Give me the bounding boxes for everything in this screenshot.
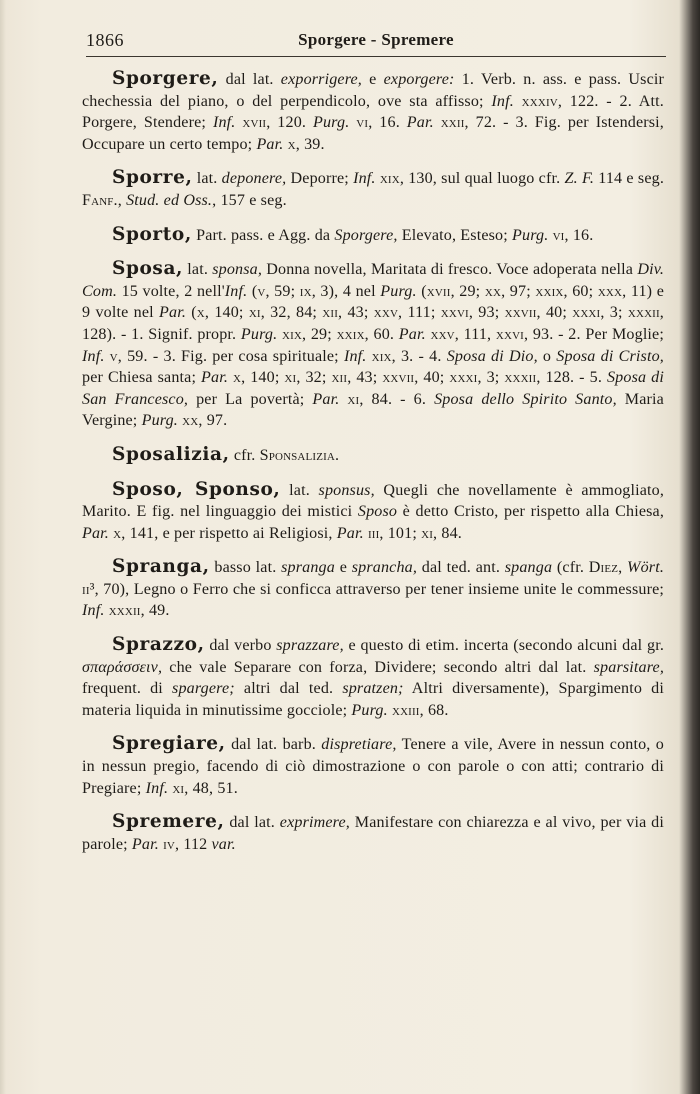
entry-spremere xyxy=(82,811,664,855)
small-caps-run: xx xyxy=(182,412,199,430)
italic-run: Par. xyxy=(131,835,159,853)
small-caps-run: v xyxy=(109,347,118,365)
dictionary-entries xyxy=(82,68,664,867)
entry-sprazzo xyxy=(82,634,664,721)
headword: Sposo, Sponso, xyxy=(112,478,281,500)
small-caps-run: xi xyxy=(248,304,261,322)
small-caps-run: xxv xyxy=(430,325,455,343)
entry-sporre xyxy=(82,167,664,211)
headword: Spregiare, xyxy=(112,733,226,755)
small-caps-run: xxxi xyxy=(572,304,601,322)
page-number: 1866 xyxy=(86,30,124,50)
italic-run: sprazzare, xyxy=(276,637,344,655)
headword: Sporgere, xyxy=(112,68,219,89)
italic-run: Wört. xyxy=(627,559,665,577)
italic-run: Inf. xyxy=(82,602,105,620)
small-caps-run: xxxii xyxy=(108,602,141,620)
italic-run: Sporgere, xyxy=(334,226,398,244)
small-caps-run: xx xyxy=(484,282,502,300)
italic-run: Par. xyxy=(312,390,340,408)
small-caps-run: xii xyxy=(322,304,339,322)
italic-run: Stud. ed Oss. xyxy=(126,191,213,209)
small-caps-run: iv xyxy=(163,835,175,853)
page-header xyxy=(86,28,666,57)
italic-run: spranga xyxy=(281,559,335,577)
headword: Sposa, xyxy=(112,258,184,280)
italic-run: Purg. xyxy=(380,282,417,300)
italic-run: Inf. xyxy=(353,170,376,188)
italic-run: Sposa di Dio, xyxy=(446,347,538,365)
small-caps-run: iii xyxy=(367,524,380,542)
entry-sposo xyxy=(82,479,664,545)
italic-run: Sposa di Cristo, xyxy=(556,347,664,365)
small-caps-run: xxiii xyxy=(391,701,420,719)
italic-run: exprimere, xyxy=(279,814,350,832)
italic-run: Purg. xyxy=(141,412,178,430)
small-caps-run: Sponsalizia xyxy=(259,446,335,464)
small-caps-run: x xyxy=(287,135,296,153)
entry-body: lat. sponsus, Quegli che novellamente è ammogliato, Marito. E fig. nel linguaggio dei mistici Sposo è detto Cristo, per rispetto alla Chiesa, Par. x, 141, e per rispetto ai Religiosi, Par. iii, 101; xi, 84. xyxy=(82,481,664,542)
entry-sporgere xyxy=(82,68,664,155)
italic-run: spanga xyxy=(504,559,553,577)
italic-run: sponsus, xyxy=(318,481,375,499)
page-edge-shadow xyxy=(0,0,6,1094)
italic-run: Div. Com. xyxy=(82,261,664,300)
headword: Sporto, xyxy=(112,223,192,245)
small-caps-run: xxx xyxy=(597,282,623,300)
small-caps-run: ii xyxy=(82,580,90,598)
italic-run: exporrigere, xyxy=(280,71,362,88)
italic-run: Sposa dello Spirito Santo, xyxy=(434,390,617,408)
italic-run: sponsa, xyxy=(212,261,263,279)
entry-sposalizia xyxy=(82,444,664,467)
italic-run: spratzen; xyxy=(342,680,404,698)
headword: Sprazzo, xyxy=(112,634,205,656)
italic-run: Par. xyxy=(336,524,364,542)
italic-run: var. xyxy=(211,835,236,853)
entry-body: cfr. Sponsalizia. xyxy=(229,446,340,464)
entry-body: dal lat. exporrigere, e exporgere: 1. Verb. n. ass. e pass. Uscir chechessia del piano, o del perpendicolo, ove sta affisso; Inf. xxxiv, 122. - 2. Att. Porgere, Stendere; Inf. xvii, 120. Purg. vi, 16. Par. xxii, 72. - 3. Fig. per Istendersi, Occupare un certo tempo; Par. x, 39. xyxy=(82,71,665,153)
entry-body: dal lat. exprimere, Manifestare con chiarezza e al vivo, per via di parole; Par. iv, 112 var. xyxy=(82,814,664,853)
italic-run: sprancha, xyxy=(351,559,418,577)
entry-body: dal verbo sprazzare, e questo di etim. incerta (secondo alcuni dal gr. σπαράσσειν, che vale Separare con forza, Dividere; secondo altri dal lat. sparsitare, frequent. di spargere; altri dal ted. spratzen; Altri diversamente), Spargimento di materia liquida in minutissime gocciole; Purg. xxiii, 68. xyxy=(82,637,664,719)
small-caps-run: xix xyxy=(281,325,302,343)
italic-run: Inf. xyxy=(212,114,236,132)
italic-run: Par. xyxy=(159,304,187,322)
small-caps-run: xvii xyxy=(242,114,267,132)
headword: Spremere, xyxy=(112,811,225,833)
small-caps-run: vi xyxy=(552,226,565,244)
entry-body: lat. deponere, Deporre; Inf. xix, 130, sul qual luogo cfr. Z. F. 114 e seg. Fanf., Stud. ed Oss., 157 e seg. xyxy=(82,170,664,209)
small-caps-run: xxxii xyxy=(627,304,660,322)
small-caps-run: xxxiv xyxy=(521,92,558,110)
entry-sporto xyxy=(82,224,664,247)
small-caps-run: xvii xyxy=(426,282,451,300)
italic-run: Purg. xyxy=(512,226,549,244)
small-caps-run: xxii xyxy=(440,114,465,132)
small-caps-run: xxxii xyxy=(504,369,537,387)
italic-run: Purg. xyxy=(313,114,350,132)
italic-run: Inf. xyxy=(343,347,367,365)
italic-run: Purg. xyxy=(351,701,388,719)
italic-run: deponere, xyxy=(221,170,287,188)
italic-run: Purg. xyxy=(240,325,278,343)
entry-spranga xyxy=(82,556,664,622)
italic-run: Par. xyxy=(82,524,109,542)
entry-spregiare xyxy=(82,733,664,799)
small-caps-run: xix xyxy=(371,347,392,365)
small-caps-run: xi xyxy=(421,524,434,542)
entry-body: basso lat. spranga e sprancha, dal ted. ant. spanga (cfr. Diez, Wört. ii³, 70), Legno o Ferro che si conficca attraverso per tener insieme unite le commessure; Inf. xxxii, 49. xyxy=(82,559,665,620)
italic-run: Par. xyxy=(201,369,229,387)
small-caps-run: xxix xyxy=(535,282,564,300)
small-caps-run: xxxi xyxy=(449,369,478,387)
small-caps-run: xi xyxy=(172,779,185,797)
small-caps-run: xxvi xyxy=(495,325,524,343)
italic-run: Sposo xyxy=(357,503,398,521)
small-caps-run: x xyxy=(113,524,122,542)
italic-run: σπαράσσειν, xyxy=(82,658,163,676)
small-caps-run: xi xyxy=(284,369,297,387)
small-caps-run: Diez xyxy=(588,559,619,577)
small-caps-run: x xyxy=(232,369,242,387)
italic-run: Par. xyxy=(398,325,426,343)
italic-run: Sposa di San Francesco, xyxy=(82,369,664,408)
headword: Spranga, xyxy=(112,556,210,578)
small-caps-run: ix xyxy=(299,282,312,300)
small-caps-run: vi xyxy=(356,114,369,132)
entry-body: Part. pass. e Agg. da Sporgere, Elevato, Esteso; Purg. vi, 16. xyxy=(191,226,594,244)
small-caps-run: xxvi xyxy=(440,304,469,322)
entry-sposa xyxy=(82,258,664,432)
small-caps-run: xii xyxy=(331,369,348,387)
italic-run: Par. xyxy=(406,114,434,132)
italic-run: Inf. xyxy=(491,92,514,110)
italic-run: Z. F. xyxy=(564,170,595,188)
italic-run: Inf. xyxy=(82,347,105,365)
italic-run: Inf. xyxy=(224,282,248,300)
small-caps-run: xxvii xyxy=(382,369,415,387)
small-caps-run: xxv xyxy=(373,304,399,322)
small-caps-run: Fanf. xyxy=(82,191,118,209)
italic-run: spargere; xyxy=(172,680,235,698)
small-caps-run: x xyxy=(196,304,205,322)
small-caps-run: v xyxy=(257,282,266,300)
small-caps-run: xi xyxy=(347,390,360,408)
entry-body: lat. sponsa, Donna novella, Maritata di fresco. Voce adoperata nella Div. Com. 15 volte, 2 nell'Inf. (v, 59; ix, 3), 4 nel Purg. (xvii, 29; xx, 97; xxix, 60; xxx, 11) e 9 volte nel Par. (x, 140; xi, 32, 84; xii, 43; xxv, 111; xxvi, 93; xxvii, 40; xxxi, 3; xxxii, 128). - 1. Signif. propr. Purg. xix, 29; xxix, 60. Par. xxv, 111, xxvi, 93. - 2. Per Moglie; Inf. v, 59. - 3. Fig. per cosa spirituale; Inf. xix, 3. - 4. Sposa di Dio, o Sposa di Cristo, per Chiesa santa; Par. x, 140; xi, 32; xii, 43; xxvii, 40; xxxi, 3; xxxii, 128. - 5. Sposa di San Francesco, per La povertà; Par. xi, 84. - 6. Sposa dello Spirito Santo, Maria Vergine; Purg. xx, 97. xyxy=(82,261,664,430)
italic-run: exporgere: xyxy=(383,71,455,88)
entry-body: dal lat. barb. dispretiare, Tenere a vile, Avere in nessun conto, o in nessun pregio, facendo di ciò dimostrazione o con parole o con atti; contrario di Pregiare; Inf. xi, 48, 51. xyxy=(82,736,664,797)
small-caps-run: xxvii xyxy=(504,304,537,322)
italic-run: Par. xyxy=(256,135,284,153)
italic-run: sparsitare, xyxy=(593,658,664,676)
italic-run: Inf. xyxy=(145,779,169,797)
small-caps-run: xxix xyxy=(336,325,365,343)
headword: Sporre, xyxy=(112,167,193,189)
italic-run: dispretiare, xyxy=(321,736,397,754)
headword: Sposalizia, xyxy=(112,443,230,465)
small-caps-run: xix xyxy=(379,170,400,188)
running-title: Sporgere - Spremere xyxy=(298,30,454,49)
